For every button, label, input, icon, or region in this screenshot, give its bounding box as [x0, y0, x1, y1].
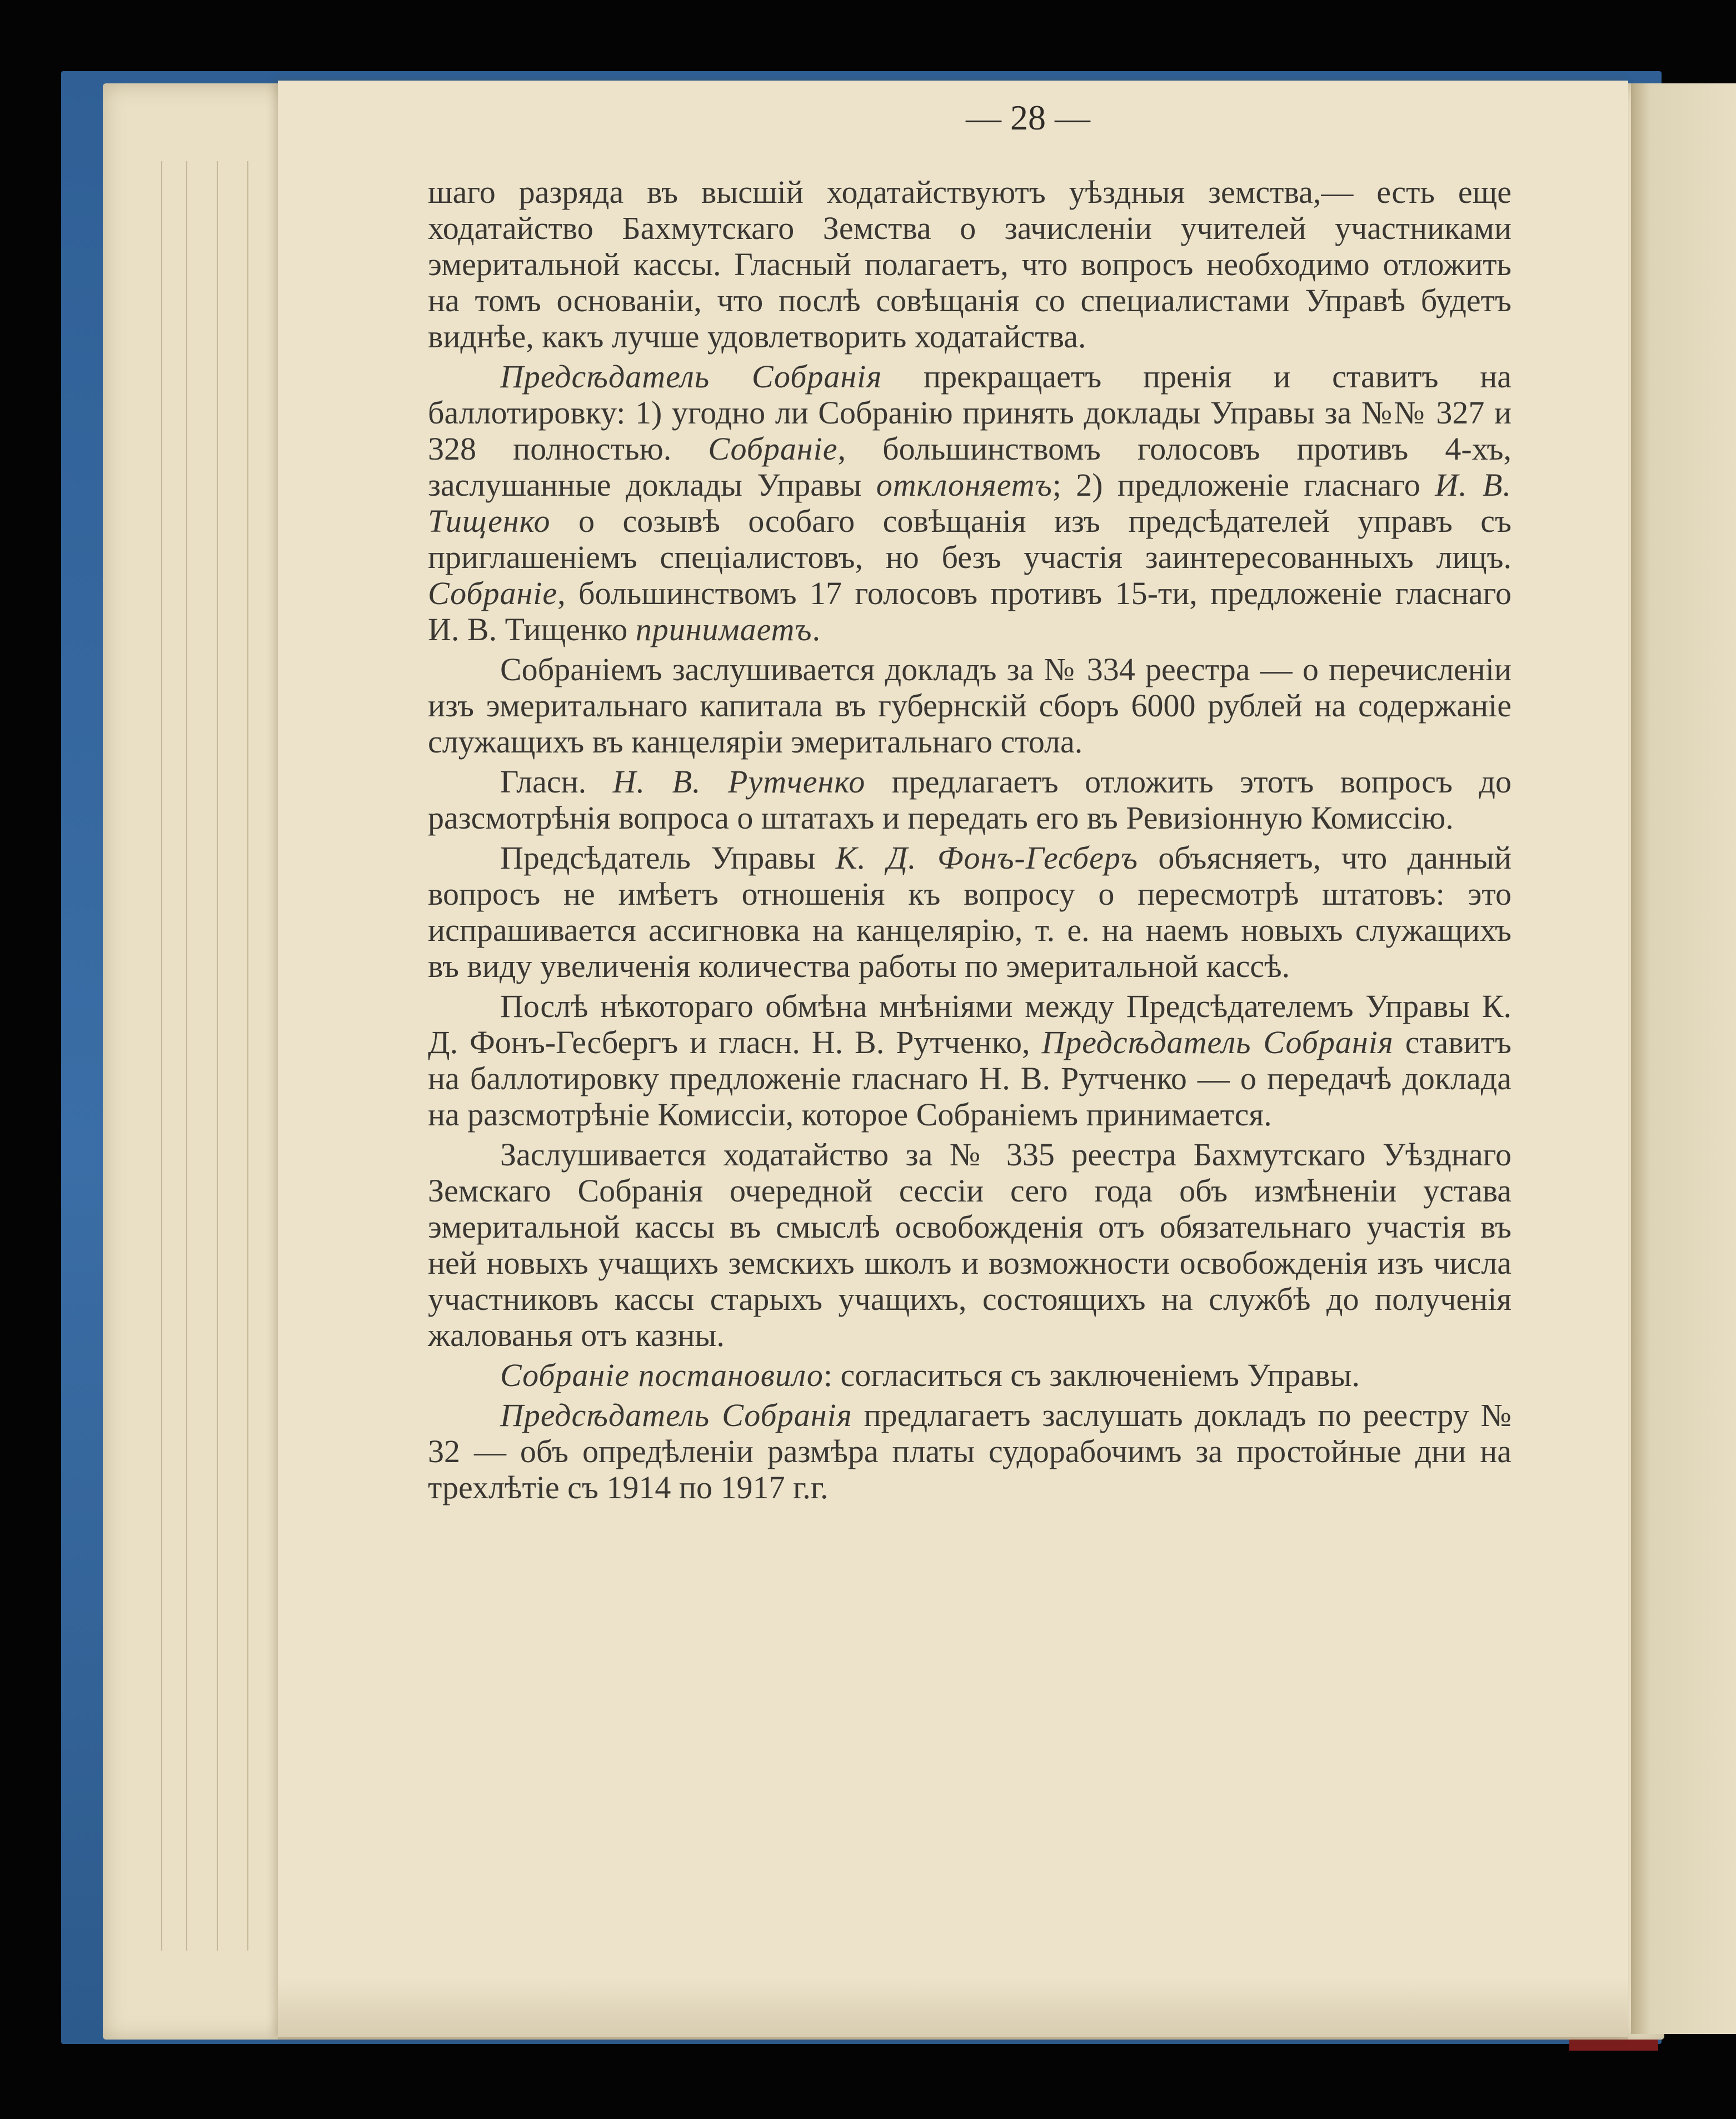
page-number: — 28 — [966, 98, 1090, 137]
italic-text-run: Предсѣдатель Собранія [500, 358, 882, 395]
page-edge [247, 161, 248, 1951]
text-run: Гласн. [500, 764, 613, 800]
text-run: Послѣ нѣкотораго обмѣна мнѣніями между Предсѣдателемъ Управы К. Д. Фонъ-Гесбергъ и гласн. Н. В. Рутченко, [428, 988, 1511, 1060]
paragraph [428, 988, 1511, 1133]
text-run: Заслушивается ходатайство за № 335 реестра Бахмутскаго Уѣзднаго Земскаго Собранія очередной сессіи сего года объ измѣненіи устава эмеритальной кассы въ смыслѣ освобожденія отъ обязательнаго участія въ ней новыхъ учащихъ земскихъ школъ и возможности освобожденія изъ числа участниковъ кассы старыхъ учащихъ, состоящихъ на службѣ до полученія жалованья отъ казны. [428, 1136, 1511, 1353]
paragraph [428, 764, 1511, 836]
text-run: , большинствомъ голосовъ противъ 4-хъ, заслушанные доклады Управы [428, 431, 1511, 503]
text-run: предлагаетъ отложить этотъ вопросъ до разсмотрѣнія вопроса о штатахъ и передать его въ Ревизіонную Комиссію. [428, 764, 1512, 836]
italic-text-run: Предсѣдатель Собранія [500, 1397, 852, 1433]
paragraph [428, 1357, 1511, 1393]
italic-text-run: К. Д. Фонъ-Гесберъ [835, 840, 1138, 876]
page-text [428, 174, 1511, 1505]
facing-page [1631, 83, 1736, 2034]
text-run: прекращаетъ пренія и ставитъ на баллотировку: 1) угодно ли Собранію принять доклады Управы за №№ 327 и 328 полностью. [428, 358, 1511, 467]
italic-text-run: принимаетъ [635, 611, 812, 647]
italic-text-run: И. В. Тищенко [428, 467, 1511, 539]
italic-text-run: отклоняетъ [876, 467, 1052, 503]
page-edge [161, 161, 162, 1951]
italic-text-run: Предсѣдатель Собранія [1041, 1024, 1394, 1060]
text-run: ставитъ на баллотировку предложеніе гласнаго Н. В. Рутченко — о передачѣ доклада на разсмотрѣніе Комиссіи, которое Собраніемъ принимается. [428, 1024, 1511, 1133]
paragraph [428, 840, 1511, 984]
text-run: ; 2) предложеніе гласнаго [1052, 467, 1435, 503]
page-edge [217, 161, 218, 1951]
paragraph [428, 358, 1511, 647]
text-run: шаго разряда въ высшій ходатайствуютъ уѣздныя земства,— есть еще ходатайство Бахмутскаго Земства о зачисленіи учителей участниками эмеритальной кассы. Гласный полагаетъ, что вопросъ необходимо отложить на томъ основаніи, что послѣ совѣщанія со специалистами Управѣ будетъ виднѣе, какъ лучше удовлетворить ходатайства. [428, 174, 1511, 355]
italic-text-run: Собраніе [708, 431, 838, 467]
italic-text-run: Собраніе [428, 575, 558, 611]
paragraph [428, 651, 1511, 760]
book-page [278, 81, 1628, 2037]
paragraph [428, 1136, 1511, 1353]
text-run: о созывѣ особаго совѣщанія изъ предсѣдателей управъ съ приглашеніемъ спеціалистовъ, но безъ участія заинтересованныхъ лицъ. [428, 503, 1511, 575]
page-shadow [278, 1978, 1628, 2040]
page-edge [186, 161, 187, 1951]
text-run: предлагаетъ заслушать докладъ по реестру № 32 — объ опредѣленіи размѣра платы судорабочимъ за простойные дни на трехлѣтіе съ 1914 по 1917 г.г. [428, 1397, 1511, 1505]
italic-text-run: Собраніе постановило [500, 1357, 824, 1393]
paragraph [428, 174, 1511, 355]
italic-text-run: Н. В. Рутченко [612, 764, 866, 800]
text-run: : согласиться съ заключеніемъ Управы. [823, 1357, 1360, 1393]
paragraph [428, 1397, 1511, 1505]
text-run: объясняетъ, что данный вопросъ не имѣетъ отношенія къ вопросу о пересмотрѣ штатовъ: это испрашивается ассигновка на канцелярію, т. е. на наемъ новыхъ служащихъ въ виду увеличенія количества работы по эмеритальной кассѣ. [428, 840, 1511, 984]
text-run: , большинствомъ 17 голосовъ противъ 15-ти, предложеніе гласнаго И. В. Тищенко [428, 575, 1511, 647]
text-run: . [812, 611, 821, 647]
text-run: Собраніемъ заслушивается докладъ за № 334 реестра — о перечисленіи изъ эмеритальнаго капитала въ губернскій сборъ 6000 рублей на содержаніе служащихъ въ канцеляріи эмеритальнаго стола. [428, 651, 1511, 760]
text-run: Предсѣдатель Управы [500, 840, 836, 876]
